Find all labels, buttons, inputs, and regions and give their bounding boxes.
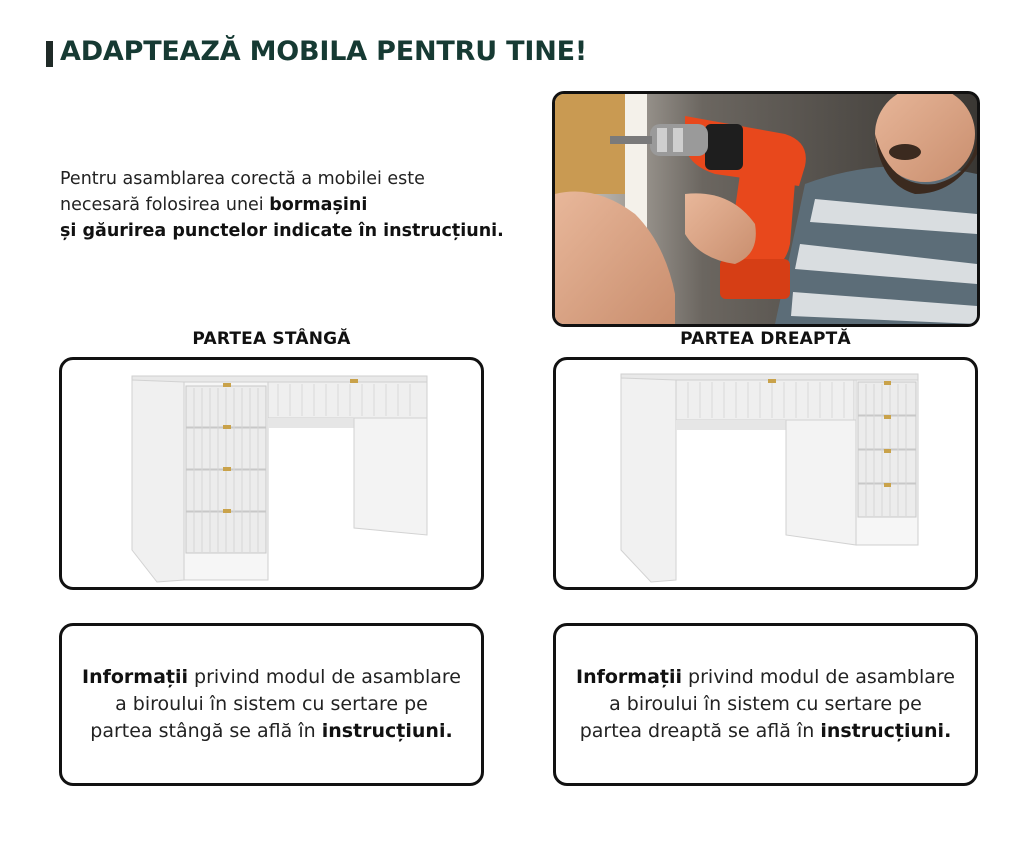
right-info-text-3: partea dreaptă se află în: [579, 720, 821, 742]
drill-photo-illustration: [555, 94, 977, 324]
left-side-label: PARTEA STÂNGĂ: [192, 329, 351, 349]
left-info-bold-1: Informații: [82, 666, 189, 688]
right-desk-illustration: [556, 360, 975, 587]
left-info-text-1: privind modul de asamblare: [188, 666, 461, 688]
left-info-card: [59, 623, 484, 786]
intro-line-2-bold: bormașini: [269, 195, 368, 215]
left-info-text-2: a biroului în sistem cu sertare pe: [115, 693, 428, 715]
right-info-bold-2: instrucțiuni.: [820, 720, 952, 742]
left-info-text-3: partea stângă se află în: [90, 720, 322, 742]
intro-line-3-bold: și găurirea punctelor indicate în instrucțiuni.: [60, 221, 504, 241]
right-info-text-1: privind modul de asamblare: [682, 666, 955, 688]
right-side-label: PARTEA DREAPTĂ: [680, 329, 851, 349]
title-accent-bar: [46, 41, 53, 67]
intro-line-2-plain: necesară folosirea unei: [60, 195, 270, 215]
intro-line-3: [60, 218, 540, 244]
left-desk-card: [59, 357, 484, 590]
left-info-text: [68, 664, 475, 745]
drill-photo: [552, 91, 980, 327]
intro-text: [60, 166, 540, 244]
left-desk-illustration: [62, 360, 481, 587]
right-info-bold-1: Informații: [576, 666, 683, 688]
intro-line-1: Pentru asamblarea corectă a mobilei este: [60, 169, 425, 189]
right-info-card: [553, 623, 978, 786]
right-info-text: [562, 664, 969, 745]
page-title: ADAPTEAZĂ MOBILA PENTRU TINE!: [60, 36, 587, 67]
intro-line-2: [60, 192, 540, 218]
left-info-bold-2: instrucțiuni.: [321, 720, 453, 742]
right-desk-card: [553, 357, 978, 590]
right-info-text-2: a biroului în sistem cu sertare pe: [609, 693, 922, 715]
